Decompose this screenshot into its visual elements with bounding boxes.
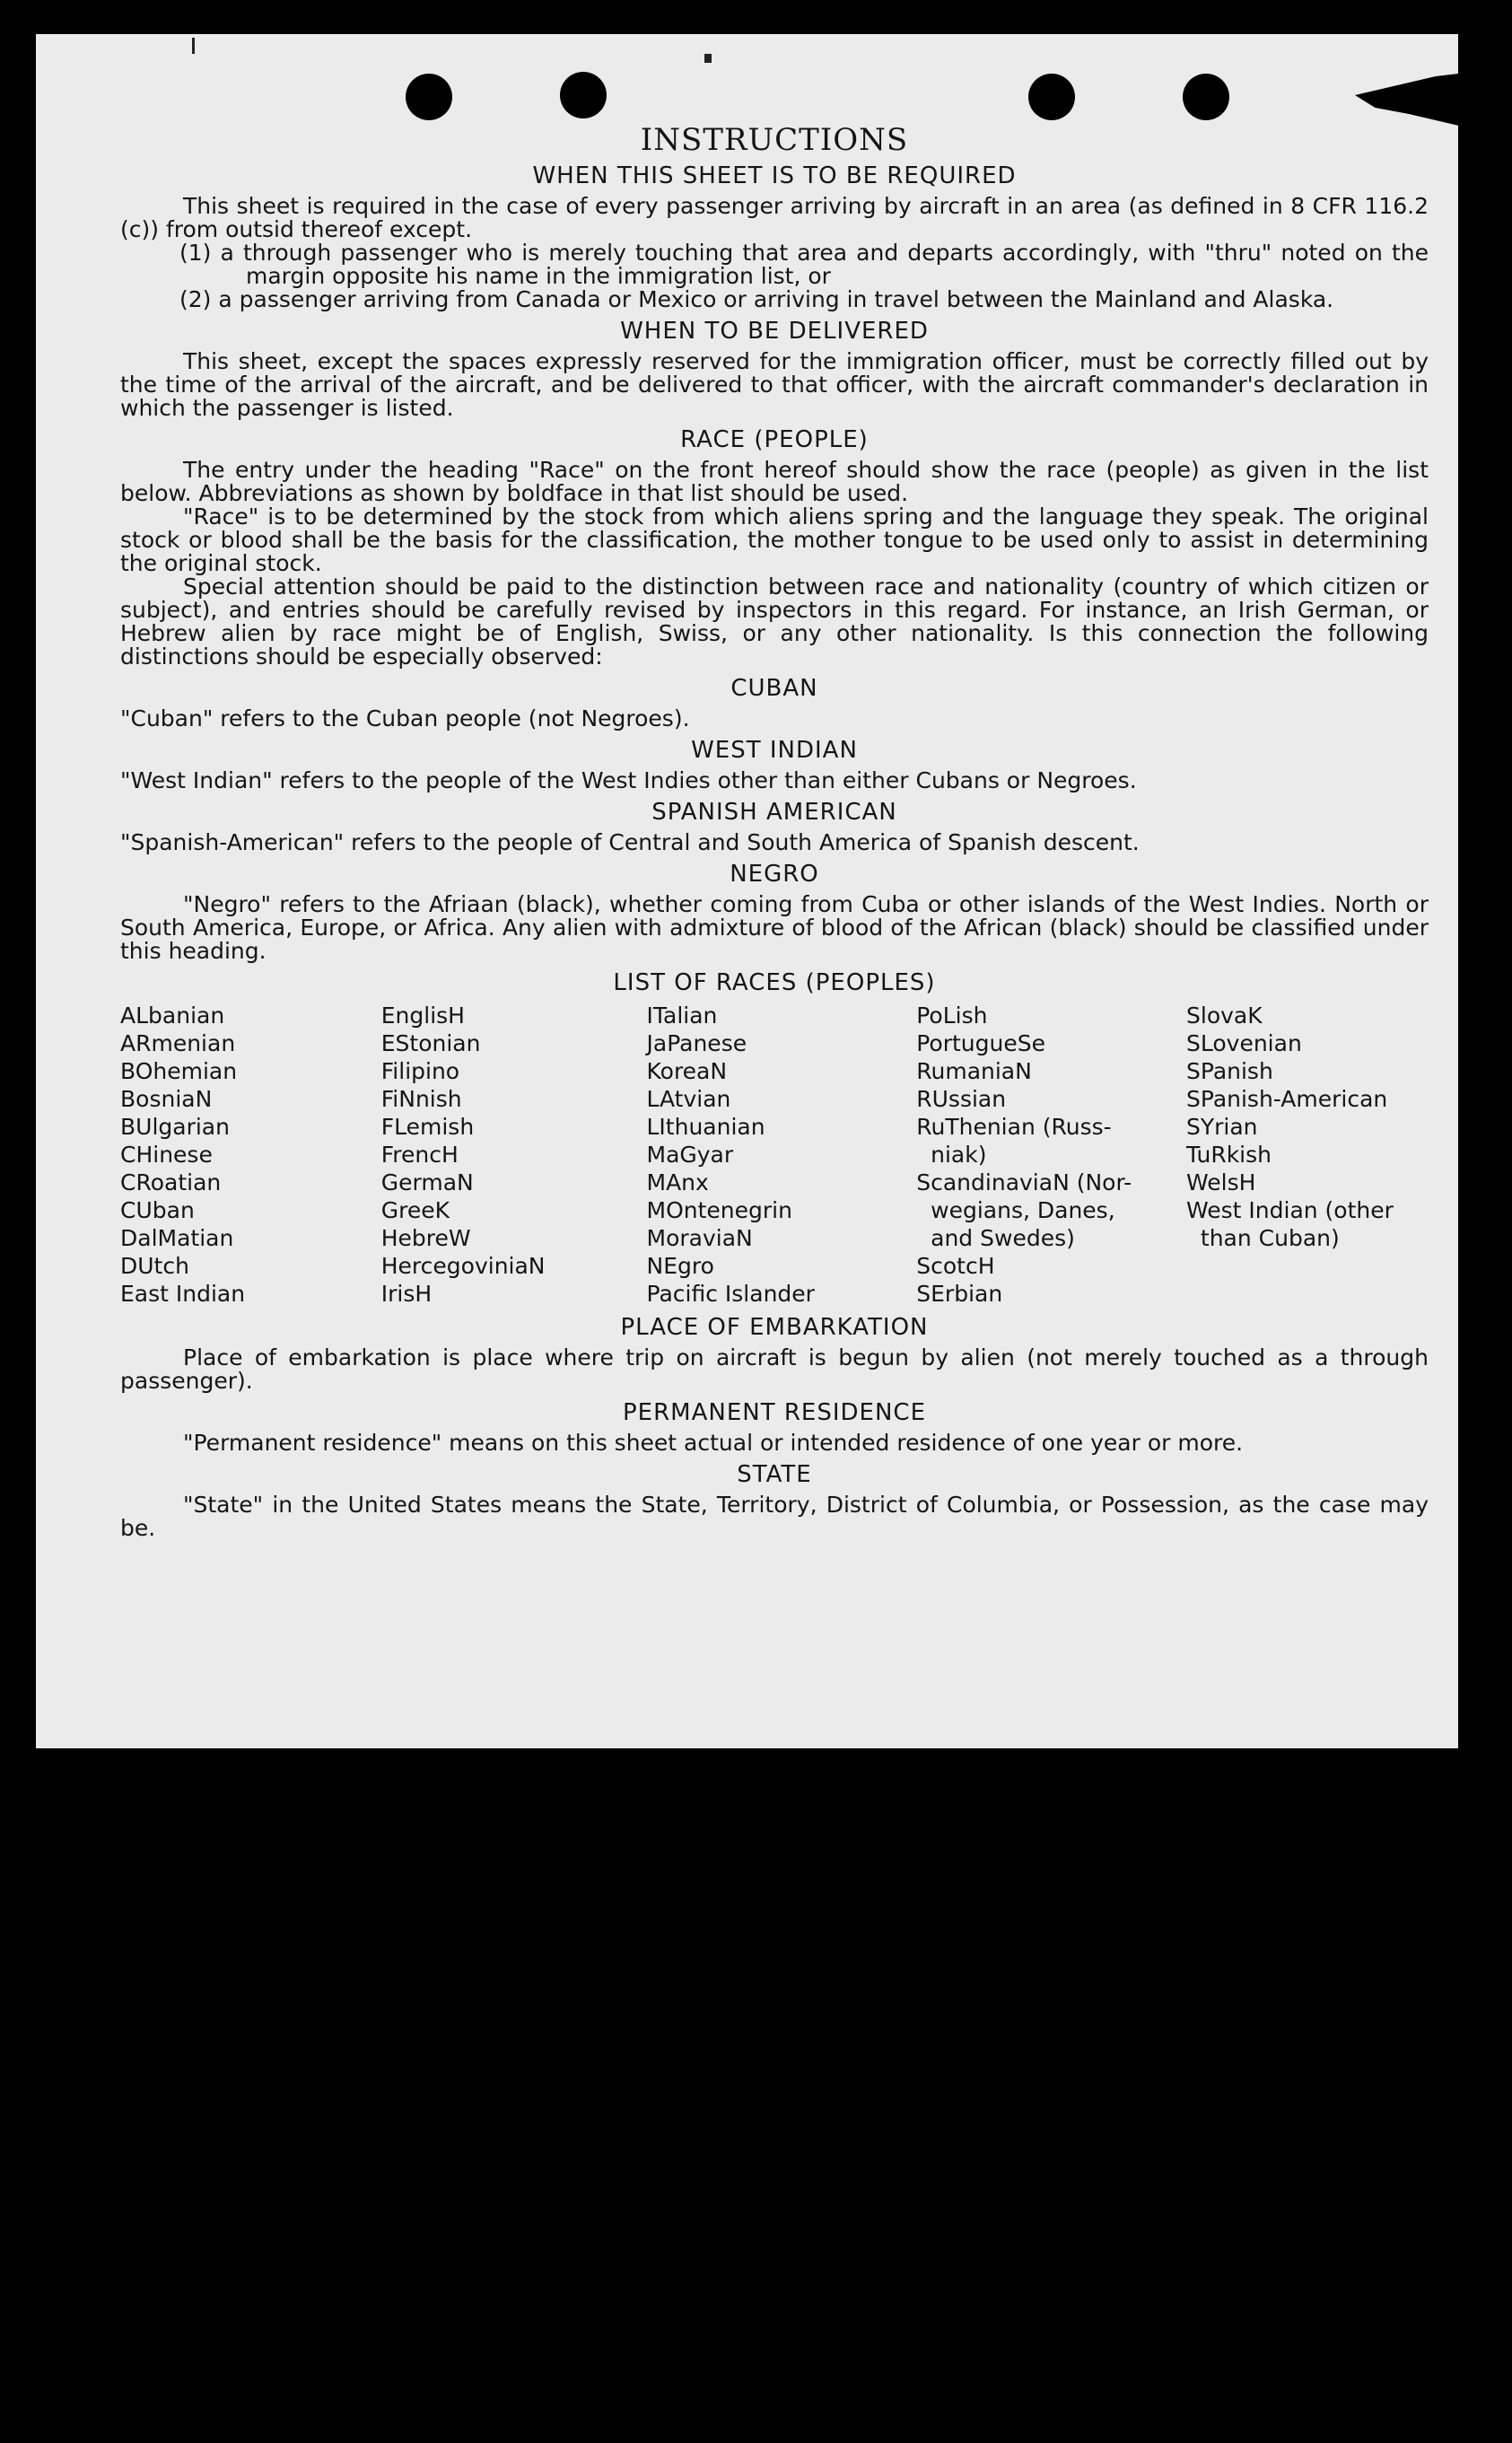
race-entry: TuRkish (1186, 1142, 1272, 1168)
race-entry: MAnx (646, 1169, 709, 1195)
exception-item-2: (2) a passenger arriving from Canada or Mexico or arriving in travel between the Mainland and Alaska. (179, 286, 1334, 312)
race-entry: CRoatian (120, 1169, 222, 1195)
race-entry: NEgro (646, 1253, 714, 1279)
race-entry: IrisH (380, 1281, 433, 1307)
race-entry: ScotcH (916, 1253, 995, 1279)
race-entry: DUtch (120, 1253, 189, 1279)
race-entry: WelsH (1186, 1169, 1256, 1195)
race-column-5 (1186, 1002, 1429, 1308)
race-column-1 (120, 1002, 371, 1308)
race-entry: MOntenegrin (646, 1197, 792, 1223)
race-entry: and Swedes) (916, 1225, 1075, 1251)
race-entry: KoreaN (646, 1058, 728, 1084)
heading-permanent-residence: PERMANENT RESIDENCE (622, 1399, 926, 1426)
race-entry: RumaniaN (916, 1058, 1032, 1084)
race-paragraph-3: Special attention should be paid to the distinction between race and nationality (country of which citizen or subject), and entries should be carefully revised by inspectors in this regard. For instance, an Irish German, or Hebrew alien by race might be of English, Swiss, or any other nationality. Is this connection the following distinctions should be especially observed: (120, 574, 1429, 670)
race-entry: HebreW (380, 1225, 471, 1251)
race-list (120, 1002, 1429, 1308)
race-entry: niak) (916, 1142, 987, 1168)
race-entry: BOhemian (120, 1058, 238, 1084)
punch-hole (560, 72, 607, 118)
race-entry: wegians, Danes, (916, 1197, 1115, 1223)
race-column-3 (647, 1002, 907, 1308)
punch-hole (1183, 74, 1229, 120)
cuban-text: "Cuban" refers to the Cuban people (not Negroes). (120, 705, 690, 731)
when-required-intro: This sheet is required in the case of every passenger arriving by aircraft in an area (as defined in 8 CFR 116.2 (c)) from outsid thereof except. (120, 193, 1429, 242)
race-entry: than Cuban) (1186, 1225, 1340, 1251)
race-entry: Filipino (380, 1058, 460, 1084)
race-entry: RUssian (916, 1086, 1007, 1112)
residence-text: "Permanent residence" means on this sheet actual or intended residence of one year or more. (183, 1430, 1244, 1456)
heading-when-delivered: WHEN TO BE DELIVERED (620, 318, 929, 345)
race-entry: East Indian (120, 1281, 246, 1307)
race-entry: Pacific Islander (646, 1281, 815, 1307)
negro-text: "Negro" refers to the Afriaan (black), whether coming from Cuba or other islands of the West Indies. North or South America, Europe, or Africa. Any alien with admixture of blood of the African (black) should be classified under this heading. (120, 891, 1429, 964)
page-title: INSTRUCTIONS (640, 122, 909, 158)
punch-hole (1028, 74, 1075, 120)
race-entry: GreeK (380, 1197, 450, 1223)
race-entry: PoLish (916, 1003, 988, 1029)
race-entry: EStonian (380, 1030, 481, 1056)
race-entry: LIthuanian (646, 1114, 765, 1140)
race-entry: ScandinaviaN (Nor- (916, 1169, 1132, 1195)
race-entry: SErbian (916, 1281, 1003, 1307)
heading-west-indian: WEST INDIAN (691, 737, 858, 764)
heading-place-of-embarkation: PLACE OF EMBARKATION (620, 1314, 929, 1341)
race-entry: MaGyar (646, 1142, 734, 1168)
race-entry: SPanish-American (1186, 1086, 1388, 1112)
race-entry: FrencH (380, 1142, 459, 1168)
race-entry: EnglisH (380, 1003, 465, 1029)
heading-race: RACE (PEOPLE) (680, 426, 869, 453)
race-entry: CHinese (120, 1142, 213, 1168)
paper-mark (192, 38, 195, 54)
race-entry: FiNnish (380, 1086, 462, 1112)
punch-hole (406, 74, 452, 120)
race-entry: MoraviaN (646, 1225, 753, 1251)
race-entry: CUban (120, 1197, 195, 1223)
race-entry: ALbanian (120, 1003, 225, 1029)
document-page (36, 34, 1458, 1748)
race-entry: BUlgarian (120, 1114, 230, 1140)
heading-negro: NEGRO (730, 861, 819, 888)
heading-spanish-american: SPANISH AMERICAN (651, 799, 897, 826)
race-paragraph-1: The entry under the heading "Race" on the front hereof should show the race (people) as given in the list below. Abbreviations as shown by boldface in that list should be used. (120, 457, 1429, 506)
race-entry: BosniaN (120, 1086, 213, 1112)
race-entry: RuThenian (Russ- (916, 1114, 1112, 1140)
heading-list-of-races: LIST OF RACES (PEOPLES) (613, 969, 936, 996)
race-entry: SLovenian (1186, 1030, 1302, 1056)
race-entry: SPanish (1186, 1058, 1273, 1084)
race-entry: GermaN (380, 1169, 474, 1195)
exception-item-1: (1) a through passenger who is merely touching that area and departs accordingly, with "thru" noted on the margin opposite his name in the immigration list, or (179, 240, 1429, 289)
race-column-2 (381, 1002, 637, 1308)
race-entry: FLemish (380, 1114, 475, 1140)
paper-mark (704, 54, 712, 63)
race-entry: JaPanese (646, 1030, 747, 1056)
race-entry: HercegoviniaN (380, 1253, 546, 1279)
race-entry: ITalian (646, 1003, 718, 1029)
west-indian-text: "West Indian" refers to the people of the West Indies other than either Cubans or Negroes. (120, 767, 1137, 793)
race-column-4 (916, 1002, 1176, 1308)
race-entry: SlovaK (1186, 1003, 1263, 1029)
heading-state: STATE (737, 1461, 812, 1488)
when-delivered-text: This sheet, except the spaces expressly reserved for the immigration officer, must be correctly filled out by the time of the arrival of the aircraft, and be delivered to that officer, with the aircraft commander's declaration in which the passenger is listed. (120, 348, 1429, 421)
race-entry: ARmenian (120, 1030, 236, 1056)
spanish-american-text: "Spanish-American" refers to the people of Central and South America of Spanish descent. (120, 829, 1140, 855)
race-paragraph-2: "Race" is to be determined by the stock from which aliens spring and the language they speak. The original stock or blood shall be the basis for the classification, the mother tongue to be used only to assist in determining the original stock. (120, 503, 1429, 576)
heading-cuban: CUBAN (730, 675, 818, 702)
embarkation-text: Place of embarkation is place where trip on aircraft is begun by alien (not merely touched as a through passenger). (120, 1344, 1429, 1394)
state-text: "State" in the United States means the State, Territory, District of Columbia, or Possession, as the case may be. (120, 1492, 1429, 1541)
race-entry: SYrian (1186, 1114, 1258, 1140)
race-entry: West Indian (other (1186, 1197, 1394, 1223)
heading-when-required: WHEN THIS SHEET IS TO BE REQUIRED (532, 162, 1017, 189)
race-entry: PortugueSe (916, 1030, 1045, 1056)
race-entry: DalMatian (120, 1225, 234, 1251)
race-entry: LAtvian (646, 1086, 731, 1112)
instructions-content (120, 124, 1429, 1540)
